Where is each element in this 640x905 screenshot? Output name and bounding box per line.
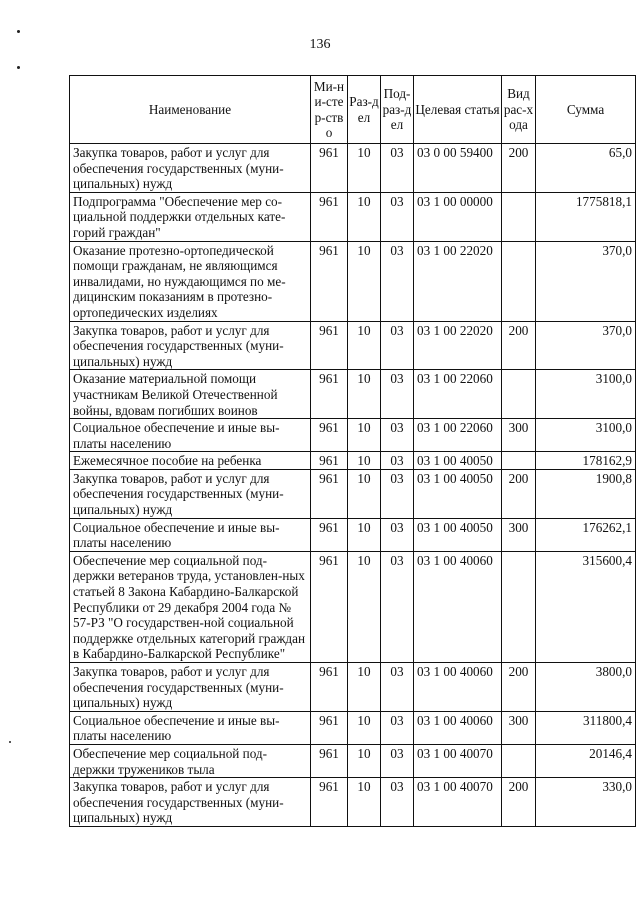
cell-target: 03 1 00 40070 (414, 744, 502, 777)
cell-expense-type: 200 (502, 469, 536, 518)
cell-expense-type (502, 241, 536, 321)
cell-expense-type: 300 (502, 419, 536, 452)
scan-speck (17, 66, 20, 69)
cell-target: 03 1 00 22020 (414, 241, 502, 321)
cell-ministry: 961 (311, 663, 348, 712)
cell-expense-type: 200 (502, 778, 536, 827)
cell-ministry: 961 (311, 518, 348, 551)
cell-podrazdel: 03 (381, 192, 414, 241)
cell-name: Подпрограмма "Обеспечение мер со-циальной поддержки отдельных кате-горий граждан" (70, 192, 311, 241)
cell-sum: 176262,1 (536, 518, 636, 551)
cell-podrazdel: 03 (381, 778, 414, 827)
cell-sum: 311800,4 (536, 711, 636, 744)
cell-target: 03 1 00 40060 (414, 551, 502, 662)
cell-name: Социальное обеспечение и иные вы-платы населению (70, 518, 311, 551)
cell-razdel: 10 (348, 663, 381, 712)
table-row (70, 518, 636, 551)
cell-target: 03 1 00 22060 (414, 370, 502, 419)
header-name: Наименование (70, 76, 311, 144)
cell-expense-type (502, 551, 536, 662)
cell-name: Социальное обеспечение и иные вы-платы населению (70, 711, 311, 744)
cell-ministry: 961 (311, 370, 348, 419)
cell-podrazdel: 03 (381, 370, 414, 419)
table-row (70, 711, 636, 744)
cell-expense-type: 200 (502, 663, 536, 712)
cell-podrazdel: 03 (381, 144, 414, 193)
cell-target: 03 0 00 59400 (414, 144, 502, 193)
table-row (70, 469, 636, 518)
cell-name: Закупка товаров, работ и услуг для обеспечения государственных (муни-ципальных) нужд (70, 321, 311, 370)
cell-name: Оказание протезно-ортопедической помощи гражданам, не являющимся инвалидами, но нуждающимся по ме-дицинским показаниям в протезно-ортопедических изделиях (70, 241, 311, 321)
cell-ministry: 961 (311, 321, 348, 370)
cell-sum: 370,0 (536, 241, 636, 321)
budget-table (69, 75, 636, 827)
table-row (70, 551, 636, 662)
cell-target: 03 1 00 40050 (414, 452, 502, 470)
table-row (70, 744, 636, 777)
cell-razdel: 10 (348, 192, 381, 241)
cell-sum: 1900,8 (536, 469, 636, 518)
table-row (70, 419, 636, 452)
cell-ministry: 961 (311, 551, 348, 662)
cell-sum: 20146,4 (536, 744, 636, 777)
table-row (70, 452, 636, 470)
cell-name: Социальное обеспечение и иные вы-платы населению (70, 419, 311, 452)
header-razdel: Раз-дел (348, 76, 381, 144)
cell-podrazdel: 03 (381, 321, 414, 370)
cell-expense-type (502, 370, 536, 419)
cell-sum: 3100,0 (536, 370, 636, 419)
cell-razdel: 10 (348, 778, 381, 827)
cell-podrazdel: 03 (381, 663, 414, 712)
table-row (70, 192, 636, 241)
cell-name: Закупка товаров, работ и услуг для обеспечения государственных (муни-ципальных) нужд (70, 144, 311, 193)
cell-razdel: 10 (348, 241, 381, 321)
cell-podrazdel: 03 (381, 419, 414, 452)
cell-razdel: 10 (348, 551, 381, 662)
cell-ministry: 961 (311, 241, 348, 321)
table-row (70, 241, 636, 321)
cell-target: 03 1 00 40050 (414, 518, 502, 551)
cell-name: Обеспечение мер социальной под-держки тружеников тыла (70, 744, 311, 777)
cell-ministry: 961 (311, 469, 348, 518)
cell-ministry: 961 (311, 744, 348, 777)
scan-speck (17, 30, 20, 33)
cell-razdel: 10 (348, 452, 381, 470)
cell-podrazdel: 03 (381, 711, 414, 744)
page-number: 136 (309, 37, 331, 52)
cell-name: Оказание материальной помощи участникам Великой Отечественной войны, вдовам погибших воинов (70, 370, 311, 419)
cell-expense-type: 300 (502, 711, 536, 744)
cell-target: 03 1 00 40060 (414, 663, 502, 712)
cell-podrazdel: 03 (381, 241, 414, 321)
cell-sum: 1775818,1 (536, 192, 636, 241)
cell-name: Закупка товаров, работ и услуг для обеспечения государственных (муни-ципальных) нужд (70, 469, 311, 518)
cell-expense-type: 200 (502, 321, 536, 370)
cell-ministry: 961 (311, 144, 348, 193)
header-podrazdel: Под-раз-дел (381, 76, 414, 144)
cell-target: 03 1 00 00000 (414, 192, 502, 241)
cell-sum: 65,0 (536, 144, 636, 193)
header-expense-type: Вид рас-хода (502, 76, 536, 144)
cell-podrazdel: 03 (381, 744, 414, 777)
table-header-row (70, 76, 636, 144)
cell-razdel: 10 (348, 144, 381, 193)
cell-razdel: 10 (348, 370, 381, 419)
table-row (70, 778, 636, 827)
cell-razdel: 10 (348, 711, 381, 744)
cell-name: Закупка товаров, работ и услуг для обеспечения государственных (муни-ципальных) нужд (70, 663, 311, 712)
cell-expense-type (502, 192, 536, 241)
cell-sum: 3800,0 (536, 663, 636, 712)
table-body (70, 144, 636, 827)
cell-sum: 370,0 (536, 321, 636, 370)
cell-podrazdel: 03 (381, 452, 414, 470)
cell-sum: 3100,0 (536, 419, 636, 452)
table-row (70, 663, 636, 712)
scan-speck (9, 741, 11, 743)
table-row (70, 370, 636, 419)
cell-ministry: 961 (311, 778, 348, 827)
cell-target: 03 1 00 40060 (414, 711, 502, 744)
cell-razdel: 10 (348, 321, 381, 370)
cell-razdel: 10 (348, 469, 381, 518)
cell-expense-type (502, 452, 536, 470)
cell-ministry: 961 (311, 419, 348, 452)
cell-name: Закупка товаров, работ и услуг для обеспечения государственных (муни-ципальных) нужд (70, 778, 311, 827)
cell-ministry: 961 (311, 192, 348, 241)
cell-expense-type: 200 (502, 144, 536, 193)
cell-razdel: 10 (348, 518, 381, 551)
table-row (70, 321, 636, 370)
header-sum: Сумма (536, 76, 636, 144)
cell-sum: 330,0 (536, 778, 636, 827)
cell-expense-type (502, 744, 536, 777)
cell-name: Ежемесячное пособие на ребенка (70, 452, 311, 470)
cell-razdel: 10 (348, 744, 381, 777)
table-row (70, 144, 636, 193)
cell-ministry: 961 (311, 711, 348, 744)
cell-target: 03 1 00 40050 (414, 469, 502, 518)
cell-name: Обеспечение мер социальной под-держки ветеранов труда, установлен-ных статьей 8 Закона Кабардино-Балкарской Республики от 29 декабря 2004 года № 57-РЗ "О государствен-ной социальной поддержке отдельных категорий граждан в Кабардино-Балкарской Республике" (70, 551, 311, 662)
header-ministry: Ми-ни-стер-ство (311, 76, 348, 144)
cell-target: 03 1 00 22020 (414, 321, 502, 370)
cell-podrazdel: 03 (381, 469, 414, 518)
cell-podrazdel: 03 (381, 518, 414, 551)
cell-razdel: 10 (348, 419, 381, 452)
cell-expense-type: 300 (502, 518, 536, 551)
cell-target: 03 1 00 40070 (414, 778, 502, 827)
cell-ministry: 961 (311, 452, 348, 470)
header-target: Целевая статья (414, 76, 502, 144)
cell-podrazdel: 03 (381, 551, 414, 662)
cell-sum: 178162,9 (536, 452, 636, 470)
cell-sum: 315600,4 (536, 551, 636, 662)
cell-target: 03 1 00 22060 (414, 419, 502, 452)
